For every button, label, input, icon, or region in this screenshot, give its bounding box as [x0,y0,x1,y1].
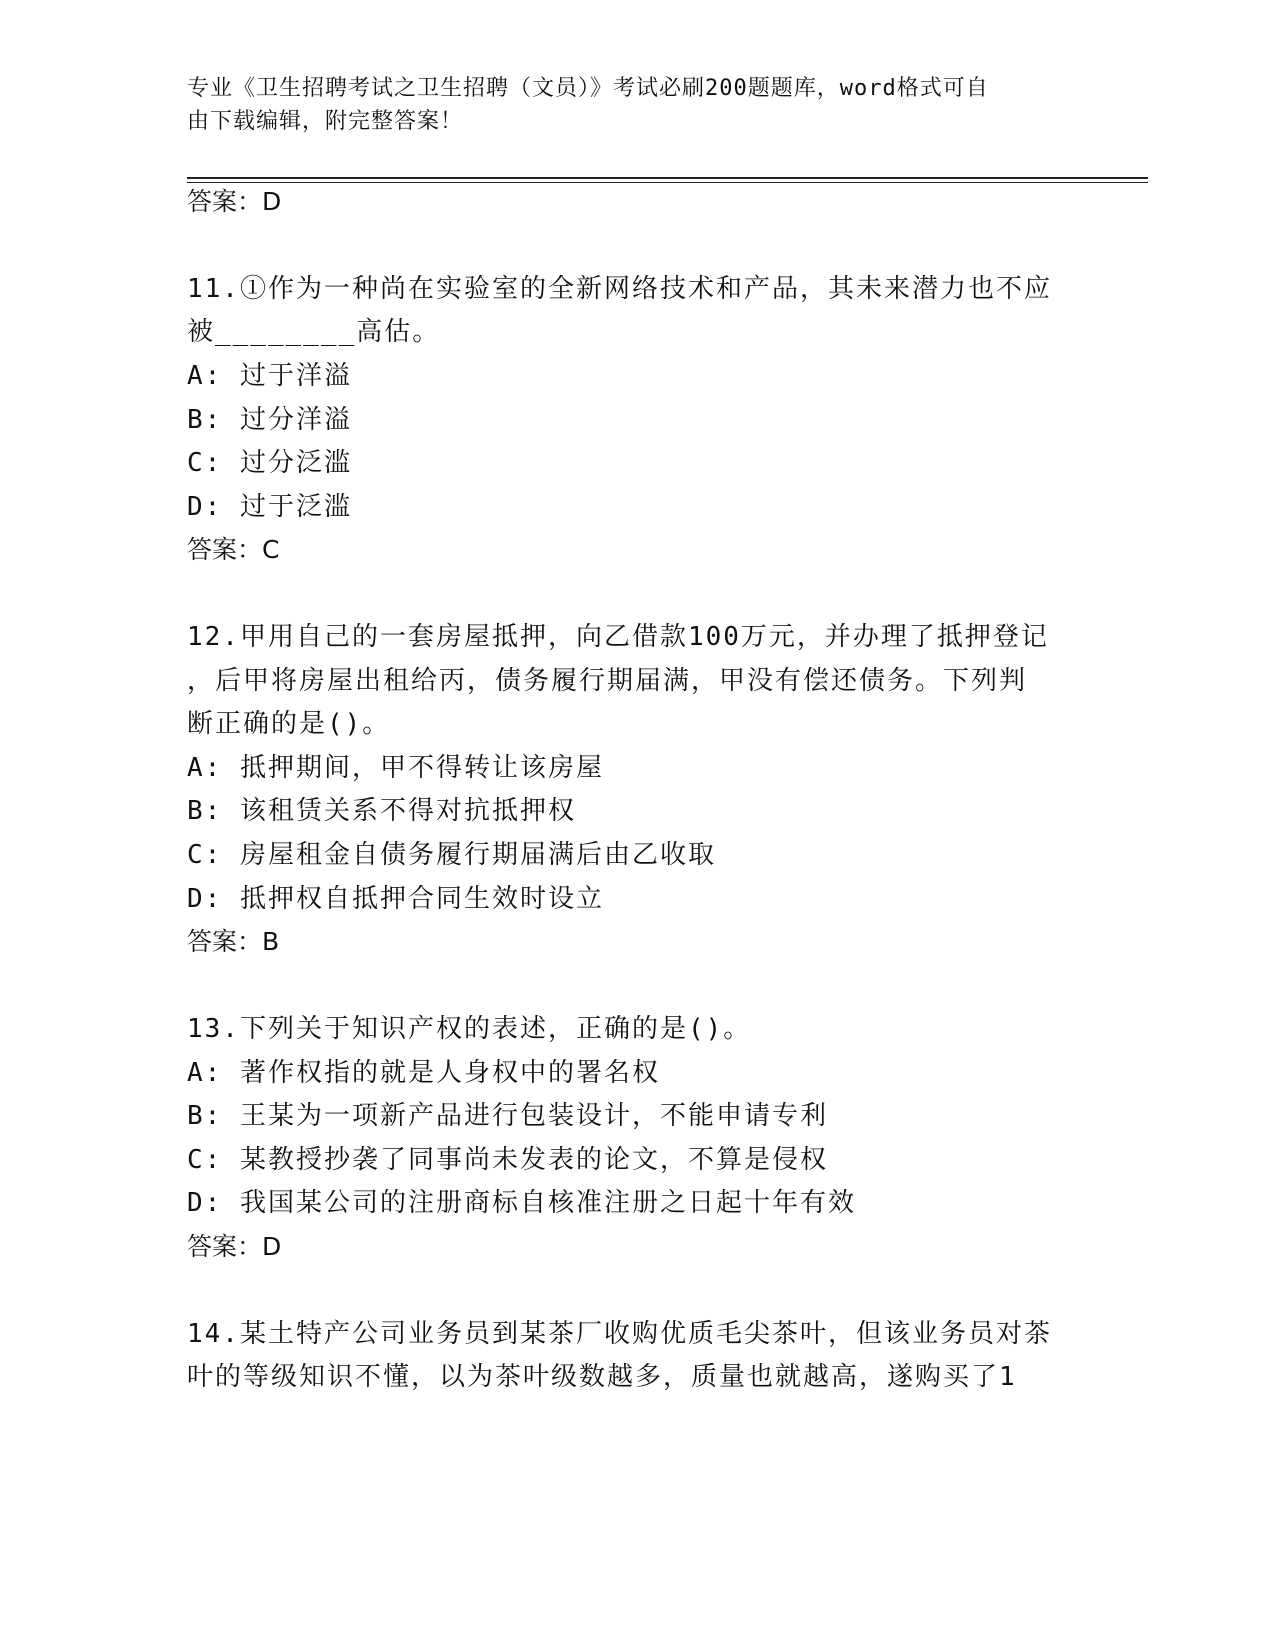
document-header [187,72,1067,138]
previous-answer: 答案：D [187,187,282,216]
q12-text-line-3: 断正确的是()。 [187,709,391,739]
q12-option-d: D: 抵押权自抵押合同生效时设立 [187,884,604,914]
header-line-2: 由下载编辑，附完整答案！ [187,109,464,134]
q13-option-c: C: 某教授抄袭了同事尚未发表的论文，不算是侵权 [187,1145,828,1175]
q12-option-c: C: 房屋租金自债务履行期届满后由乙收取 [187,840,716,870]
q13-option-a: A: 著作权指的就是人身权中的署名权 [187,1058,660,1088]
q13-text-line-1: 13.下列关于知识产权的表述，正确的是()。 [187,1014,752,1044]
q13-answer: 答案：D [187,1232,282,1261]
q11-answer: 答案：C [187,535,280,564]
q12-text-line-1: 12.甲用自己的一套房屋抵押，向乙借款100万元，并办理了抵押登记 [187,622,1049,652]
q11-text-line-1: 11.①作为一种尚在实验室的全新网络技术和产品，其未来潜力也不应 [187,274,1052,304]
q11-option-a: A: 过于洋溢 [187,361,352,391]
q11-option-b: B: 过分洋溢 [187,405,352,435]
header-divider-thick [187,177,1148,179]
q11-option-c: C: 过分泛滥 [187,448,352,478]
header-divider-thin [187,182,1148,183]
q11-option-d: D: 过于泛滥 [187,492,352,522]
q14-text-line-2: 叶的等级知识不懂，以为茶叶级数越多，质量也就越高，遂购买了1 [187,1362,1017,1392]
q12-option-a: A: 抵押期间，甲不得转让该房屋 [187,753,604,783]
q13-option-d: D: 我国某公司的注册商标自核准注册之日起十年有效 [187,1188,856,1218]
q12-option-b: B: 该租赁关系不得对抗抵押权 [187,796,576,826]
q12-answer: 答案：B [187,927,280,956]
q13-option-b: B: 王某为一项新产品进行包装设计，不能申请专利 [187,1101,828,1131]
q12-text-line-2: ，后甲将房屋出租给丙，债务履行期届满，甲没有偿还债务。下列判 [187,666,1028,696]
header-line-1: 专业《卫生招聘考试之卫生招聘（文员）》考试必刷200题题库，word格式可自 [187,76,989,101]
q14-text-line-1: 14.某土特产公司业务员到某茶厂收购优质毛尖茶叶，但该业务员对茶 [187,1319,1052,1349]
q11-text-line-2: 被________高估。 [187,317,441,347]
